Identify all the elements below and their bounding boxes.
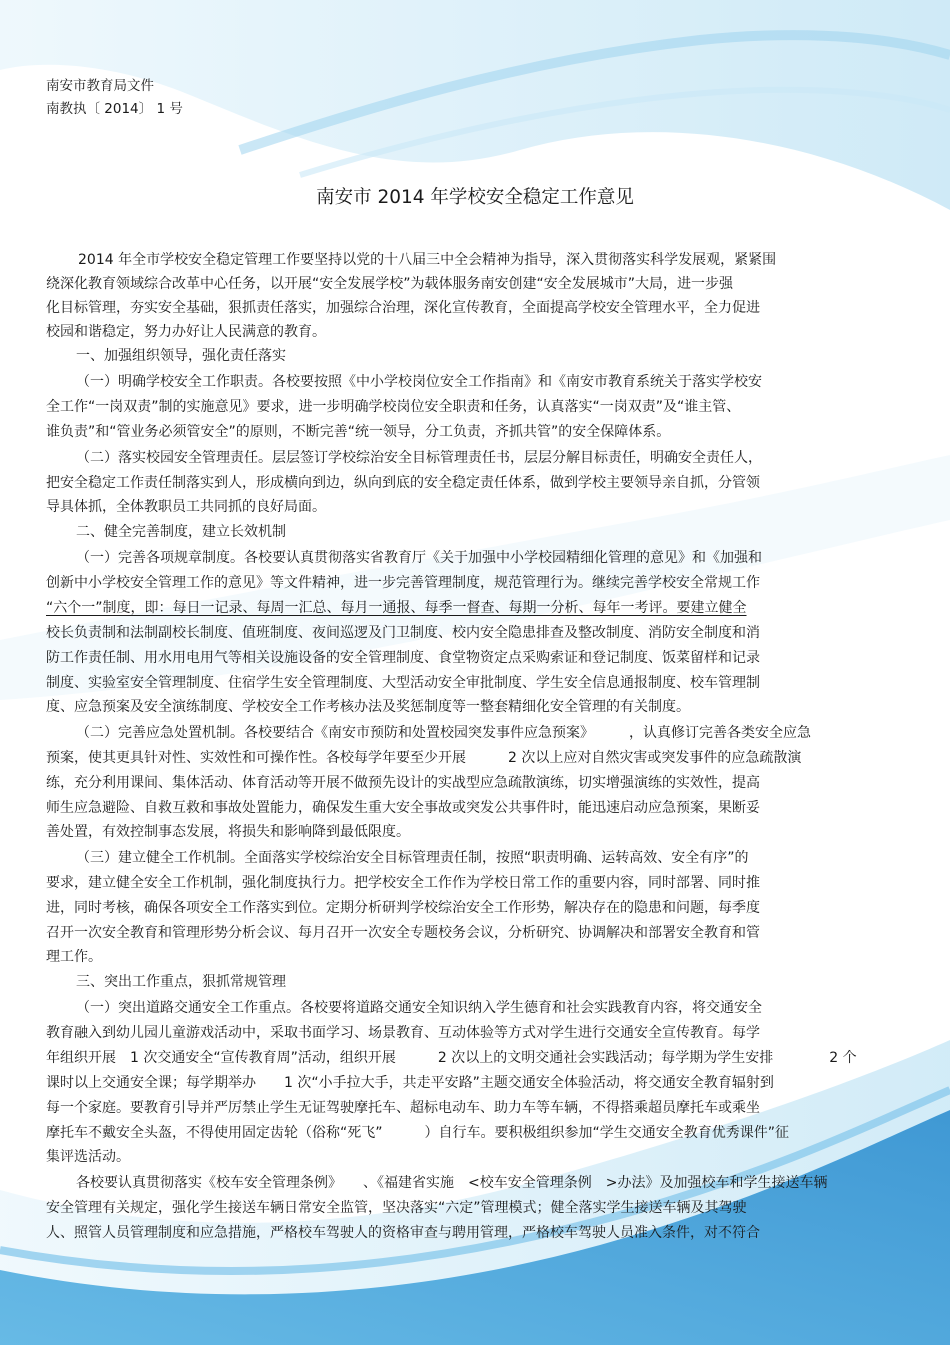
document-title: 南安市 2014 年学校安全稳定工作意见 [316, 187, 634, 208]
body-line: 2014 年全市学校安全稳定管理工作要坚持以党的十八届三中全会精神为指导，深入贯彻落实科学发展观，紧紧围 [78, 252, 777, 268]
section-heading: 三、突出工作重点，狠抓常规管理 [76, 974, 286, 990]
body-line: 召开一次安全教育和管理形势分析会议、每月召开一次安全专题校务会议，分析研究、协调解决和部署安全教育和管 [46, 925, 760, 941]
body-line: 要求，建立健全安全工作机制，强化制度执行力。把学校安全工作作为学校日常工作的重要内容，同时部署、同时推 [46, 875, 760, 891]
body-line: （一）明确学校安全工作职责。各校要按照《中小学校岗位安全工作指南》和《南安市教育系统关于落实学校安 [76, 374, 762, 390]
body-line: 摩托车不戴安全头盔，不得使用固定齿轮（俗称“死飞” ）自行车。要积极组织参加“学生交通安全教育优秀课件”征 [46, 1125, 790, 1141]
body-line: 各校要认真贯彻落实《校车安全管理条例》 、《福建省实施 <校车安全管理条例 >办法》及加强校车和学生接送车辆 [76, 1175, 828, 1191]
document-number: 南教执〔 2014〕 1 号 [46, 101, 183, 117]
body-line: 绕深化教育领域综合改革中心任务，以开展“安全发展学校”为载体服务南安创建“安全发展城市”大局，进一步强 [46, 276, 734, 292]
body-line: 制度、实验室安全管理制度、住宿学生安全管理制度、大型活动安全审批制度、学生安全信息通报制度、校车管理制 [46, 675, 760, 691]
body-line: 师生应急避险、自救互救和事故处置能力，确保发生重大安全事故或突发公共事件时，能迅速启动应急预案，果断妥 [46, 800, 760, 816]
body-line: （二）完善应急处置机制。各校要结合《南安市预防和处置校园突发事件应急预案》 ，认真修订完善各类安全应急 [76, 725, 811, 741]
body-line: 年组织开展 1 次交通安全“宣传教育周”活动，组织开展 2 次以上的文明交通社会实践活动；每学期为学生安排 2 个 [46, 1050, 857, 1066]
body-line: 善处置，有效控制事态发展，将损失和影响降到最低限度。 [46, 824, 410, 840]
body-line: 理工作。 [46, 949, 102, 965]
body-line: 导具体抓，全体教职员工共同抓的良好局面。 [46, 499, 326, 515]
body-line: 化目标管理，夯实安全基础，狠抓责任落实，加强综合治理，深化宣传教育，全面提高学校安全管理水平，全力促进 [46, 300, 760, 316]
body-line: 度、应急预案及安全演练制度、学校安全工作考核办法及奖惩制度等一整套精细化安全管理的有关制度。 [46, 699, 690, 715]
body-line: 练，充分利用课间、集体活动、体育活动等开展不做预先设计的实战型应急疏散演练，切实增强演练的实效性，提高 [46, 775, 760, 791]
body-line: 人、照管人员管理制度和应急措施，严格校车驾驶人的资格审查与聘用管理，严格校车驾驶人员准入条件，对不符合 [46, 1225, 760, 1241]
body-line: （一）完善各项规章制度。各校要认真贯彻落实省教育厅《关于加强中小学校园精细化管理的意见》和《加强和 [76, 550, 762, 566]
body-line: （三）建立健全工作机制。全面落实学校综治安全目标管理责任制，按照“职责明确、运转高效、安全有序”的 [76, 850, 749, 866]
body-line: 集评选活动。 [46, 1149, 130, 1165]
body-line: 课时以上交通安全课；每学期举办 1 次“小手拉大手，共走平安路”主题交通安全体验活动，将交通安全教育辐射到 [46, 1075, 774, 1091]
section-heading: 二、健全完善制度，建立长效机制 [76, 524, 286, 540]
body-line: 每一个家庭。要教育引导并严厉禁止学生无证驾驶摩托车、超标电动车、助力车等车辆，不得搭乘超员摩托车或乘坐 [46, 1100, 760, 1116]
body-line-underlined: “六个一”制度，即：每日一记录、每周一汇总、每月一通报、每季一督查、每期一分析、每年一考评。要建立健全 [46, 600, 747, 616]
body-line: 创新中小学校安全管理工作的意见》等文件精神，进一步完善管理制度，规范管理行为。继续完善学校安全常规工作 [46, 575, 760, 591]
issuer-line: 南安市教育局文件 [46, 78, 154, 94]
body-line: 把安全稳定工作责任制落实到人，形成横向到边，纵向到底的安全稳定责任体系，做到学校主要领导亲自抓，分管领 [46, 475, 760, 491]
section-heading: 一、加强组织领导，强化责任落实 [76, 348, 286, 364]
body-line: （二）落实校园安全管理责任。层层签订学校综治安全目标管理责任书，层层分解目标责任，明确安全责任人， [76, 450, 762, 466]
body-line: 谁负责”和“管业务必须管安全”的原则，不断完善“统一领导，分工负责，齐抓共管”的安全保障体系。 [46, 424, 671, 440]
body-line: 安全管理有关规定，强化学生接送车辆日常安全监管，坚决落实“六定”管理模式；健全落实学生接送车辆及其驾驶 [46, 1200, 747, 1216]
body-line: 进，同时考核，确保各项安全工作落实到位。定期分析研判学校综治安全工作形势，解决存在的隐患和问题，每季度 [46, 900, 760, 916]
body-line: 全工作“一岗双责”制的实施意见》要求，进一步明确学校岗位安全职责和任务，认真落实“一岗双责”及“谁主管、 [46, 399, 741, 415]
body-line: 校长负责制和法制副校长制度、值班制度、夜间巡逻及门卫制度、校内安全隐患排查及整改制度、消防安全制度和消 [46, 625, 760, 641]
body-line: （一）突出道路交通安全工作重点。各校要将道路交通安全知识纳入学生德育和社会实践教育内容，将交通安全 [76, 1000, 762, 1016]
body-line: 预案，使其更具针对性、实效性和可操作性。各校每学年要至少开展 2 次以上应对自然灾害或突发事件的应急疏散演 [46, 750, 802, 766]
body-line: 防工作责任制、用水用电用气等相关设施设备的安全管理制度、食堂物资定点采购索证和登记制度、饭菜留样和记录 [46, 650, 760, 666]
body-line: 教育融入到幼儿园儿童游戏活动中，采取书面学习、场景教育、互动体验等方式对学生进行交通安全宣传教育。每学 [46, 1025, 760, 1041]
body-line: 校园和谐稳定，努力办好让人民满意的教育。 [46, 324, 326, 340]
